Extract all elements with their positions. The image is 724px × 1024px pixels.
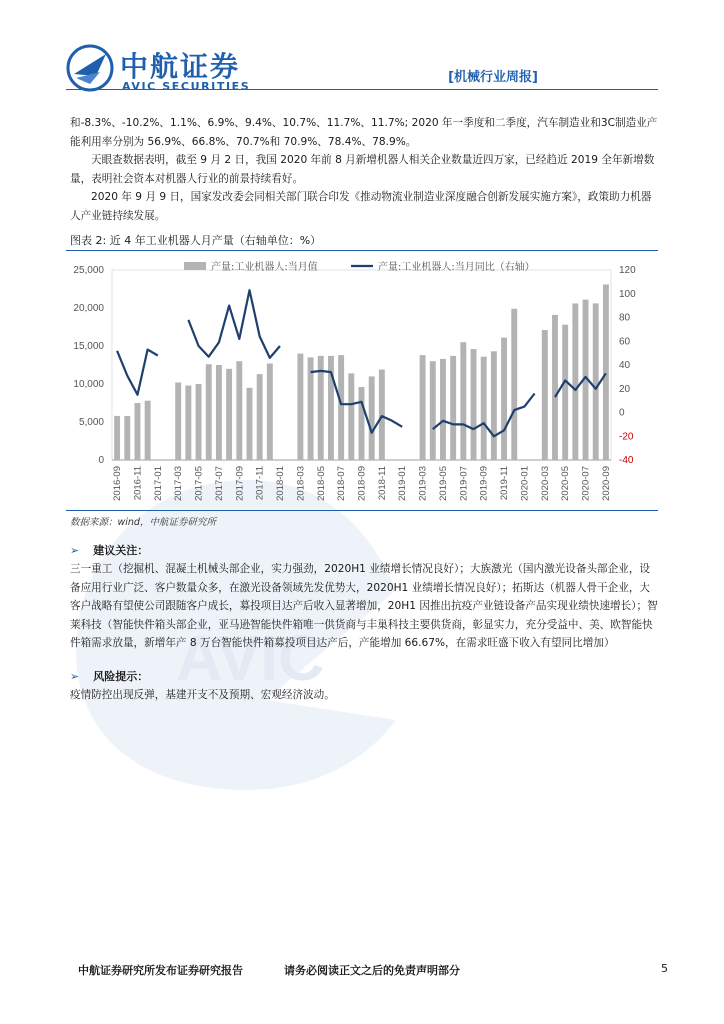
- recommend-paragraph: 三一重工（挖掘机、混凝土机械头部企业，实力强劲，2020H1 业绩增长情况良好）；大族激光（国内激光设备头部企业，设备应用行业广泛、客户数量众多，在激光设备领域先发优势大，2020H1 业绩增长情况良好）；拓斯达（机器人骨干企业，大客户战略有望使公司跟随客户成长，募投项目达产后收入显著增加，20H1 因推出抗疫产业链设备产品实现业绩快速增长）；智莱科技（智能快件箱头部企业，亚马逊智能快件箱唯一供货商与丰巢科技主要供货商，彰显实力，充分受益中、美、欧智能快件箱需求放量，新增年产 8 万台智能快件箱募投项目达产后，产能增加 66.67%，在需求旺盛下收入有望同比增加）: [70, 563, 658, 649]
- paragraph-tianyancha: 天眼查数据表明，截至 9 月 2 日，我国 2020 年前 8 月新增机器人相关企业数量近四万家，已经趋近 2019 全年新增数量，表明社会资本对机器人行业的前景持续看好。: [70, 154, 655, 185]
- bar-2016-10: [124, 416, 130, 460]
- logo-chinese-name: 中航证券: [120, 50, 241, 83]
- chart-bottom-rule: [66, 510, 658, 511]
- section-tag: [机械行业周报]: [448, 70, 538, 85]
- bar-2017-11: [257, 374, 263, 460]
- risk-heading: [70, 668, 148, 684]
- logo-english-name: AVIC SECURITIES: [122, 80, 251, 93]
- y-right-tick-label: 60: [619, 336, 631, 348]
- bar-2019-10: [491, 351, 497, 460]
- x-tick-label: 2019-07: [458, 466, 470, 501]
- x-tick-label: 2018-05: [315, 466, 327, 501]
- bar-2017-05: [196, 384, 202, 460]
- legend-bar-swatch: [184, 262, 206, 270]
- bar-2019-03: [420, 355, 426, 460]
- chart-title: 图表 2: 近 4 年工业机器人月产量（右轴单位：%）: [70, 234, 322, 247]
- bar-2018-08: [348, 373, 354, 460]
- x-tick-label: 2018-09: [356, 466, 368, 501]
- bar-2019-08: [471, 349, 477, 460]
- x-tick-label: 2018-07: [336, 466, 348, 501]
- avic-emblem-icon: [66, 44, 114, 92]
- x-tick-label: 2019-03: [417, 466, 429, 501]
- bar-2017-07: [216, 365, 222, 460]
- x-tick-label: 2019-05: [437, 466, 449, 501]
- x-tick-label: 2020-09: [600, 466, 612, 501]
- bar-2018-10: [369, 376, 375, 460]
- page-number: 5: [661, 962, 668, 975]
- y-right-tick-label: 0: [619, 407, 625, 419]
- bar-2019-06: [450, 356, 456, 460]
- legend-line-label: 产量:工业机器人:当月同比（右轴）: [378, 262, 535, 273]
- x-tick-label: 2019-09: [478, 466, 490, 501]
- bar-2017-06: [206, 364, 212, 460]
- bar-2020-08: [593, 303, 599, 460]
- bar-2016-12: [145, 401, 151, 460]
- y-left-tick-label: 5,000: [78, 417, 104, 428]
- bar-2020-06: [572, 303, 578, 460]
- bar-2020-03: [542, 330, 548, 460]
- paragraph-policy: 2020 年 9 月 9 日，国家发改委会同相关部门联合印发《推动物流业制造业深度融合创新发展实施方案》，政策助力机器人产业链持续发展。: [70, 191, 652, 222]
- y-right-tick-label: -20: [619, 431, 634, 443]
- x-tick-label: 2017-07: [213, 466, 225, 501]
- y-right-tick-label: 120: [619, 265, 636, 276]
- bar-2020-04: [552, 315, 558, 460]
- recommend-heading: [70, 542, 148, 558]
- chart-top-rule: [66, 250, 658, 251]
- bar-2017-09: [236, 361, 242, 460]
- bar-2020-05: [562, 325, 568, 460]
- footer-publisher: 中航证券研究所发布证券研究报告: [78, 964, 243, 977]
- arrow-bullet-icon: ➢: [70, 544, 80, 557]
- bar-2017-04: [185, 386, 191, 460]
- bar-2017-12: [267, 363, 273, 460]
- bar-2019-12: [511, 309, 517, 460]
- x-tick-label: 2017-01: [152, 466, 164, 501]
- risk-paragraph: 疫情防控出现反弹，基建开支不及预期、宏观经济波动。: [70, 689, 335, 701]
- x-tick-label: 2017-09: [234, 466, 246, 501]
- avic-logo: [66, 42, 266, 94]
- bar-2016-09: [114, 416, 120, 460]
- bar-2020-09: [603, 284, 609, 460]
- y-left-tick-label: 25,000: [73, 265, 104, 276]
- recommend-heading-text: 建议关注：: [93, 544, 149, 557]
- x-tick-label: 2016-09: [112, 466, 124, 501]
- y-right-tick-label: -40: [619, 455, 634, 466]
- source-note: 数据来源：wind，中航证券研究所: [70, 517, 216, 528]
- robot-output-chart: [66, 252, 658, 508]
- x-tick-label: 2020-01: [519, 466, 531, 501]
- x-tick-label: 2016-11: [132, 466, 144, 501]
- y-left-tick-label: 10,000: [73, 379, 104, 390]
- x-tick-label: 2018-01: [275, 466, 287, 501]
- footer-disclaimer: 请务必阅读正文之后的免责声明部分: [284, 964, 460, 977]
- bar-2016-11: [135, 403, 141, 460]
- arrow-bullet-icon: ➢: [70, 670, 80, 683]
- x-tick-label: 2020-07: [580, 466, 592, 501]
- legend-bar-label: 产量:工业机器人:当月值: [211, 262, 318, 273]
- paragraph-capacity-utilization: 和-8.3%、-10.2%、1.1%、6.9%、9.4%、10.7%、11.7%、11.7%; 2020 年一季度和二季度，汽车制造业和3C制造业产能利用率分别为 56.9%、66.8%、70.7%和 70.9%、78.4%、78.9%。: [70, 117, 658, 148]
- x-tick-label: 2020-03: [539, 466, 551, 501]
- bar-2019-04: [430, 361, 436, 460]
- y-right-tick-label: 100: [619, 288, 636, 300]
- x-tick-label: 2017-05: [193, 466, 205, 501]
- bar-2019-05: [440, 359, 446, 460]
- bar-2017-08: [226, 369, 232, 460]
- x-tick-label: 2018-03: [295, 466, 307, 501]
- bar-2019-11: [501, 338, 507, 460]
- bar-2019-07: [460, 342, 466, 460]
- y-left-tick-label: 20,000: [73, 303, 104, 314]
- y-right-tick-label: 80: [619, 312, 631, 324]
- y-left-tick-label: 15,000: [73, 341, 104, 352]
- x-tick-label: 2020-05: [560, 466, 572, 501]
- bar-2019-09: [481, 357, 487, 460]
- watermark-text: AVIC: [176, 622, 325, 694]
- x-tick-label: 2019-01: [397, 466, 409, 501]
- y-right-tick-label: 20: [619, 383, 631, 395]
- x-tick-label: 2018-11: [376, 466, 388, 501]
- bar-2017-10: [247, 388, 253, 460]
- y-right-tick-label: 40: [619, 360, 631, 371]
- bar-2018-03: [297, 354, 303, 460]
- bar-2017-03: [175, 382, 181, 460]
- header-divider: [66, 89, 658, 90]
- risk-heading-text: 风险提示：: [93, 670, 149, 683]
- y-left-tick-label: 0: [98, 455, 104, 466]
- bar-2018-11: [379, 370, 385, 460]
- bar-2018-09: [359, 387, 365, 460]
- x-tick-label: 2017-03: [173, 466, 185, 501]
- bar-2018-07: [338, 355, 344, 460]
- x-tick-label: 2019-11: [499, 466, 511, 501]
- x-tick-label: 2017-11: [254, 466, 266, 501]
